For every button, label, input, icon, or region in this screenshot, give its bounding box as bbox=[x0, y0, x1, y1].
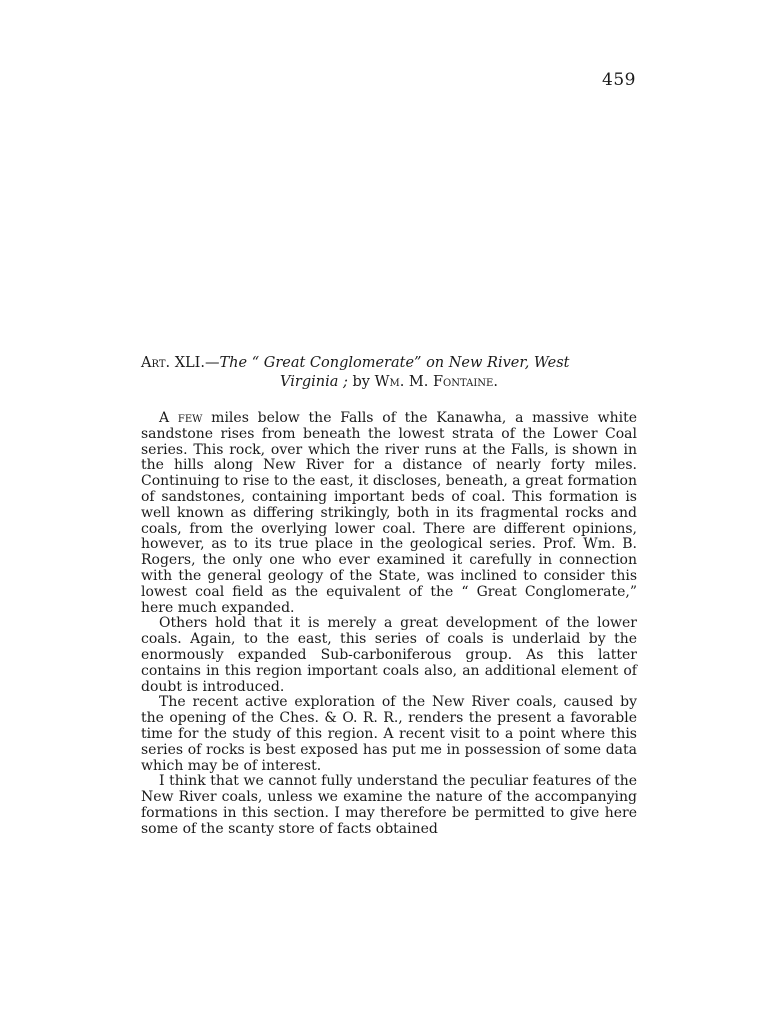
article-heading bbox=[141, 354, 637, 392]
paragraph-2 bbox=[141, 616, 637, 695]
paragraph-text: miles below the Falls of the Kanawha, a massive white sandstone rises from beneath the lowest strata of the Lower Coal series. This rock, over which the river runs at the Falls, is shown in the hills along New River for a distance of nearly forty miles. Continuing to rise to the east, it discloses, beneath, a great formation of sandstones, containing important beds of coal. This formation is well known as differing strikingly, both in its fragmental rocks and coals, from the overlying lower coal. There are different opinions, however, as to its true place in the geological series. Prof. Wm. B. Rogers, the only one who ever examined it carefully in connection with the general geology of the State, was inclined to consider this lowest coal field as the equivalent of the “ Great Conglomerate,” here much expanded. bbox=[141, 410, 638, 616]
paragraph-text: I think that we cannot fully understand the peculiar features of the New River coals, unless we examine the nature of the accompanying formations in this section. I may therefore be permitted to give here some of the scanty store of facts obtained bbox=[141, 773, 637, 837]
paragraph-1 bbox=[141, 411, 637, 616]
paragraph-lead-word: A few bbox=[159, 410, 203, 426]
article-label: Art. XLI. bbox=[141, 355, 206, 371]
article-author: Wm. M. Fontaine. bbox=[374, 374, 498, 390]
page-number: 459 bbox=[602, 70, 636, 90]
heading-dash: — bbox=[205, 355, 220, 371]
paragraph-text: The recent active exploration of the New River coals, caused by the opening of the Ches. & O. R. R., renders the present a favorable time for the study of this region. A recent visit to a point where this series of rocks is best exposed has put me in possession of some data which may be of interest. bbox=[141, 694, 637, 774]
paragraph-4 bbox=[141, 774, 637, 837]
article-title-continued: Virginia ; bbox=[280, 374, 348, 390]
heading-by: by bbox=[347, 374, 375, 390]
article bbox=[141, 354, 637, 838]
paragraph-text: Others hold that it is merely a great development of the lower coals. Again, to the east, this series of coals is underlaid by the enormously expanded Sub-carboniferous group. As this latter contains in this region important coals also, an additional element of doubt is introduced. bbox=[141, 615, 637, 695]
article-title: The “ Great Conglomerate” on New River, West bbox=[219, 355, 570, 371]
heading-second-line bbox=[141, 373, 637, 392]
paragraph-3 bbox=[141, 695, 637, 774]
